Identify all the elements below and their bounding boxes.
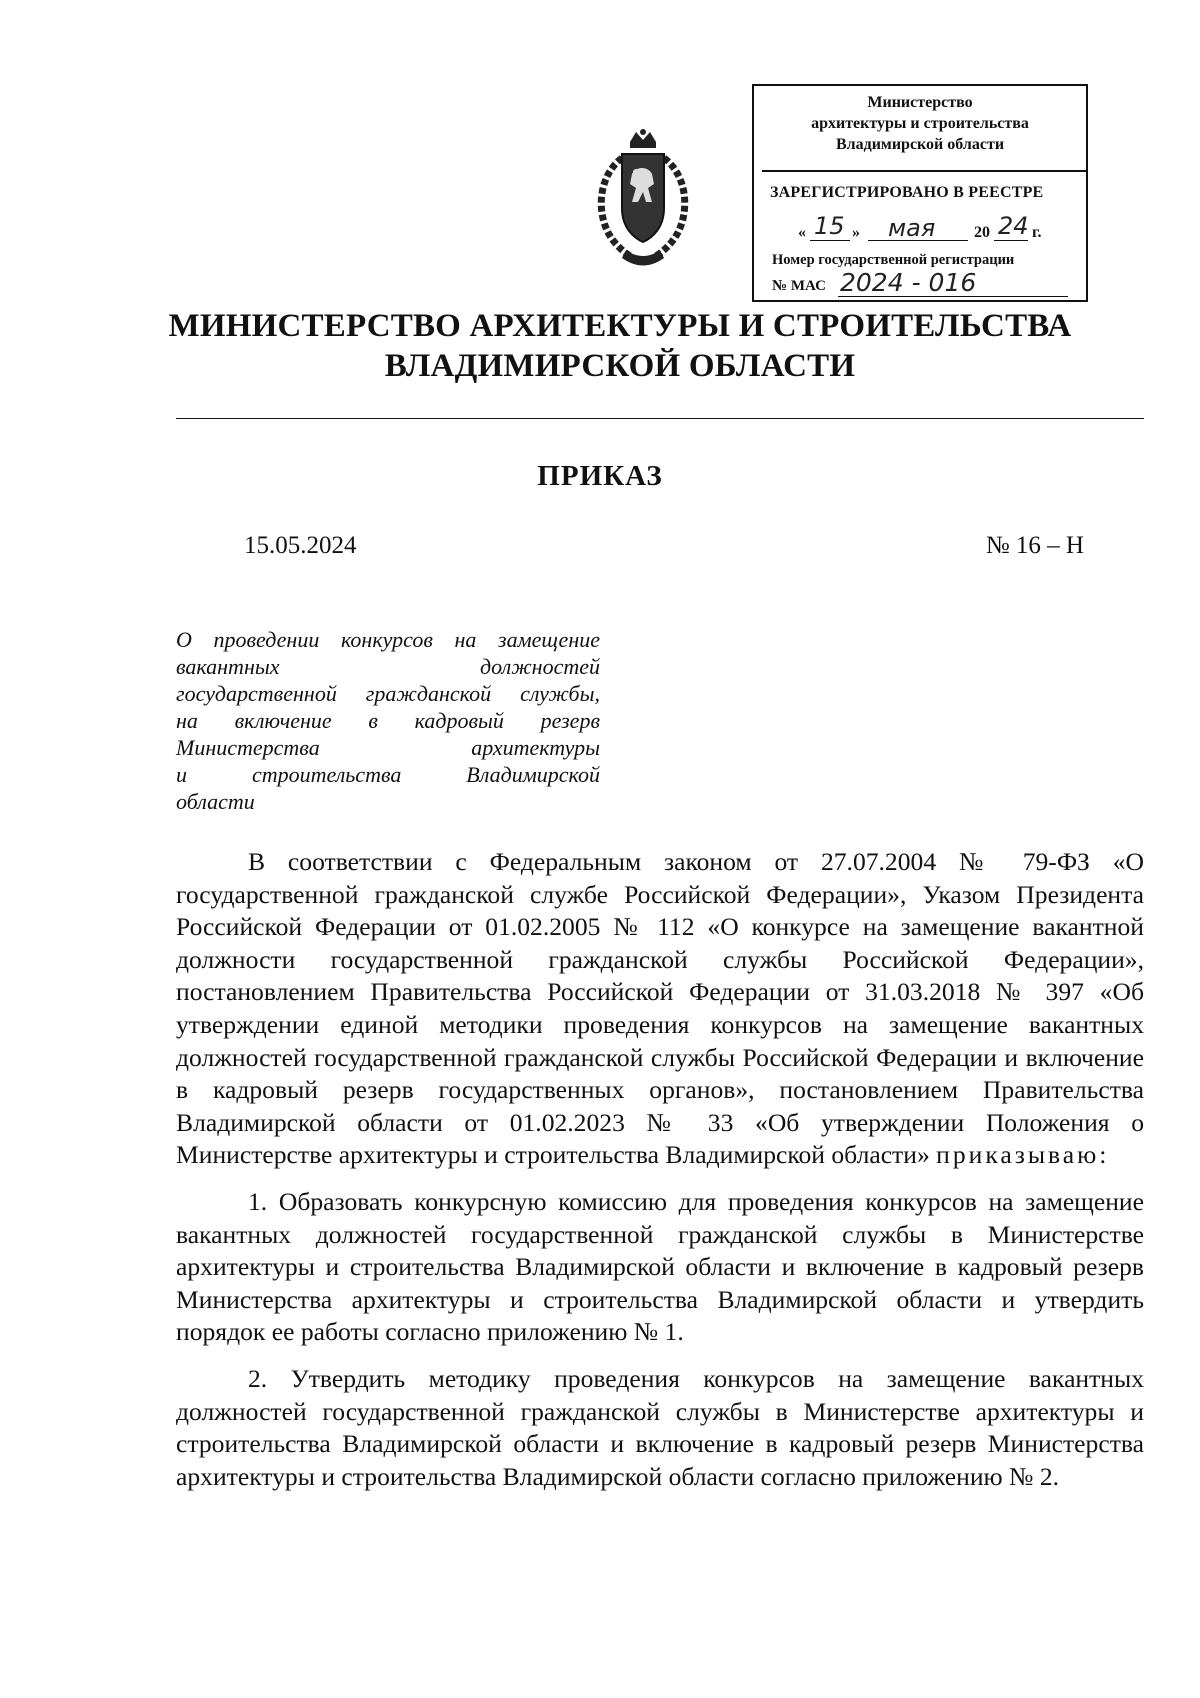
preamble-text: В соответствии с Федеральным законом от 27.07.2004 № 79-ФЗ «О государственной гражданской службе Российской Федерации», Указом Президента Российской Федерации от 01.02.2005 № 112 «О конкурсе на замещение вакантной должности государственной гражданской службы Российской Федерации», постановлением Правительства Российской Федерации от 31.03.2018 № 397 «Об утверждении единой методики проведения конкурсов на замещение вакантных должностей государственной гражданской службы Российской Федерации и включение в кадровый резерв государственных органов», постановлением Правительства Владимирской области от 01.02.2023 № 33 «Об утверждении Положения о Министерстве архитектуры и строительства Владимирской области» <box>176 847 1144 1170</box>
stamp-registered-label: ЗАРЕГИСТРИРОВАНО В РЕЕСТРЕ <box>770 184 1044 201</box>
subject-line: на включение в кадровый резерв <box>176 708 600 733</box>
stamp-date <box>798 214 1078 244</box>
document-body <box>176 846 1144 1507</box>
coat-of-arms-icon <box>592 128 694 271</box>
document-date: 15.05.2024 <box>244 532 357 559</box>
stamp-divider <box>762 170 1086 172</box>
subject-line: государственной гражданской службы, <box>176 681 600 706</box>
stamp-month: мая <box>888 214 936 242</box>
stamp-mac-number: 2024 - 016 <box>840 268 977 297</box>
stamp-month-underline <box>868 240 968 241</box>
stamp-day-underline <box>810 240 850 241</box>
stamp-year-underline <box>994 240 1028 241</box>
preamble-paragraph <box>176 846 1144 1172</box>
stamp-org-line: Владимирской области <box>835 136 1005 153</box>
subject-line: и строительства Владимирской <box>176 762 600 787</box>
document-subject <box>176 626 600 815</box>
stamp-day: 15 <box>814 212 845 240</box>
registration-stamp <box>752 84 1088 302</box>
stamp-org-line: Министерство <box>867 94 973 111</box>
subject-line: вакантных должностей <box>176 654 600 679</box>
stamp-mac-label: № МАС <box>772 278 826 294</box>
stamp-year-unit: г. <box>1032 224 1042 241</box>
organization-title <box>160 306 1080 386</box>
stamp-quote-close: » <box>852 224 860 241</box>
stamp-quote-open: « <box>798 224 806 241</box>
stamp-year-prefix: 20 <box>974 224 990 241</box>
item-2-paragraph: 2. Утвердить методику проведения конкурсов на замещение вакантных должностей государственной гражданской службы в Министерстве архитектуры и строительства Владимирской области и включение в кадровый резерв Министерства архитектуры и строительства Владимирской области согласно приложению № 2. <box>176 1363 1144 1491</box>
stamp-mac-underline <box>838 296 1068 297</box>
document-number: № 16 – Н <box>985 532 1084 559</box>
subject-line: Министерства архитектуры <box>176 735 600 760</box>
stamp-organization <box>754 86 1086 166</box>
stamp-year: 24 <box>998 212 1029 240</box>
item-1-paragraph: 1. Образовать конкурсную комиссию для проведения конкурсов на замещение вакантных должностей государственной гражданской службы в Министерстве архитектуры и строительства Владимирской области и включение в кадровый резерв Министерства архитектуры и строительства Владимирской области и утвердить порядок ее работы согласно приложению № 1. <box>176 1186 1144 1347</box>
order-word: приказываю: <box>936 1140 1110 1170</box>
header-rule <box>176 418 1144 419</box>
document-type: ПРИКАЗ <box>537 460 663 492</box>
subject-line: области <box>176 789 255 814</box>
stamp-org-line: архитектуры и строительства <box>811 115 1029 132</box>
organization-title-line: МИНИСТЕРСТВО АРХИТЕКТУРЫ И СТРОИТЕЛЬСТВА <box>168 308 1072 344</box>
organization-title-line: ВЛАДИМИРСКОЙ ОБЛАСТИ <box>384 348 856 384</box>
stamp-mac <box>772 278 826 295</box>
stamp-reg-number-label: Номер государственной регистрации <box>772 252 1015 268</box>
subject-line: О проведении конкурсов на замещение <box>176 627 600 652</box>
